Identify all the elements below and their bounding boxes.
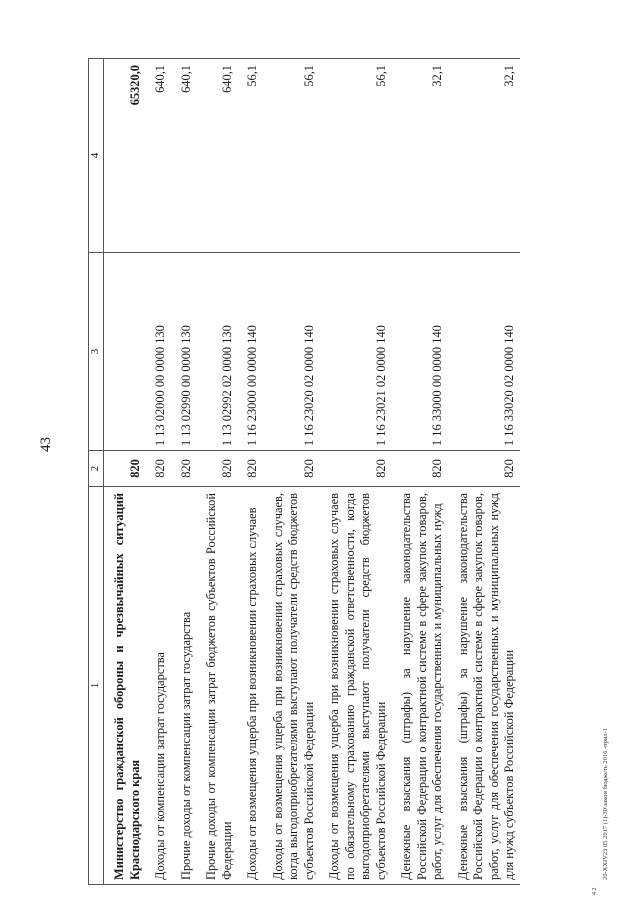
- row-code-cell: 1 16 23000 00 0000 140: [237, 253, 263, 451]
- row-sum-cell: 56,1: [319, 59, 391, 253]
- row-name-cell: Доходы от компенсации затрат государства: [145, 487, 171, 885]
- row-sum-cell: 65320,0: [104, 59, 146, 253]
- row-sum-cell: 640,1: [171, 59, 197, 253]
- row-admin-cell: 820: [448, 451, 520, 487]
- row-code-cell: 1 13 02990 00 0000 130: [171, 253, 197, 451]
- header-col-4: 4: [89, 59, 104, 253]
- revenue-table: [88, 58, 520, 885]
- row-admin-cell: 820: [263, 451, 320, 487]
- header-col-1: 1: [89, 487, 104, 885]
- row-code-cell: [104, 253, 146, 451]
- row-code-cell: 1 16 33000 00 0000 140: [391, 253, 448, 451]
- row-code-cell: 1 16 23021 02 0000 140: [319, 253, 391, 451]
- footer-file-path: 20-XXIV23 05 2017 (1)-30\закон бюджеть 2016 -прил-1: [602, 728, 609, 880]
- row-sum-cell: 56,1: [263, 59, 320, 253]
- table-row: [104, 59, 146, 885]
- row-sum-cell: 640,1: [145, 59, 171, 253]
- row-name-cell: Министерство гражданской обороны и чрезвычайных ситуаций Краснодарского края: [104, 487, 146, 885]
- row-admin-cell: 820: [145, 451, 171, 487]
- row-code-cell: 1 13 02992 02 0000 130: [196, 253, 237, 451]
- table-row: [319, 59, 391, 885]
- row-admin-cell: 820: [104, 451, 146, 487]
- table-row: [448, 59, 520, 885]
- row-name-cell: Доходы от возмещения ущерба при возникновении страховых случаев: [237, 487, 263, 885]
- page-number: 43: [38, 437, 54, 452]
- row-admin-cell: 820: [237, 451, 263, 487]
- row-admin-cell: 820: [196, 451, 237, 487]
- row-admin-cell: 820: [319, 451, 391, 487]
- row-name-cell: Прочие доходы от компенсации затрат государства: [171, 487, 197, 885]
- row-sum-cell: 640,1: [196, 59, 237, 253]
- row-sum-cell: 56,1: [237, 59, 263, 253]
- table-row: [196, 59, 237, 885]
- header-col-3: 3: [89, 253, 104, 451]
- table-row: [391, 59, 448, 885]
- margin-mark: 4 2: [592, 887, 598, 895]
- table-row: [145, 59, 171, 885]
- row-sum-cell: 32,1: [448, 59, 520, 253]
- row-name-cell: Доходы от возмещения ущерба при возникновении страховых случаев, когда выгодоприобретателями выступают получатели средств бюджетов субъектов Российской Федерации: [263, 487, 320, 885]
- header-col-2: 2: [89, 451, 104, 487]
- rotated-table-frame: [88, 59, 583, 885]
- row-code-cell: 1 13 02000 00 0000 130: [145, 253, 171, 451]
- row-sum-cell: 32,1: [391, 59, 448, 253]
- row-name-cell: Доходы от возмещения ущерба при возникновении страховых случаев по обязательному страхованию гражданской ответственности, когда выгодоприобретателями выступают получатели средств бюджетов субъектов Российской Федерации: [319, 487, 391, 885]
- row-admin-cell: 820: [391, 451, 448, 487]
- table-body: [104, 59, 520, 885]
- table-row: [171, 59, 197, 885]
- table-header-row: [89, 59, 104, 885]
- table-row: [263, 59, 320, 885]
- row-code-cell: 1 16 23020 02 0000 140: [263, 253, 320, 451]
- row-name-cell: Денежные взыскания (штрафы) за нарушение законодательства Российской Федерации о контрактной системе в сфере закупок товаров, работ, услуг для обеспечения государственных и муниципальных нужд для нужд субъектов Российской Федерации: [448, 487, 520, 885]
- table-row: [237, 59, 263, 885]
- row-name-cell: Денежные взыскания (штрафы) за нарушение законодательства Российской Федерации о контрактной системе в сфере закупок товаров, работ, услуг для обеспечения государственных и муниципальных нужд: [391, 487, 448, 885]
- row-admin-cell: 820: [171, 451, 197, 487]
- row-name-cell: Прочие доходы от компенсации затрат бюджетов субъектов Российской Федерации: [196, 487, 237, 885]
- row-code-cell: 1 16 33020 02 0000 140: [448, 253, 520, 451]
